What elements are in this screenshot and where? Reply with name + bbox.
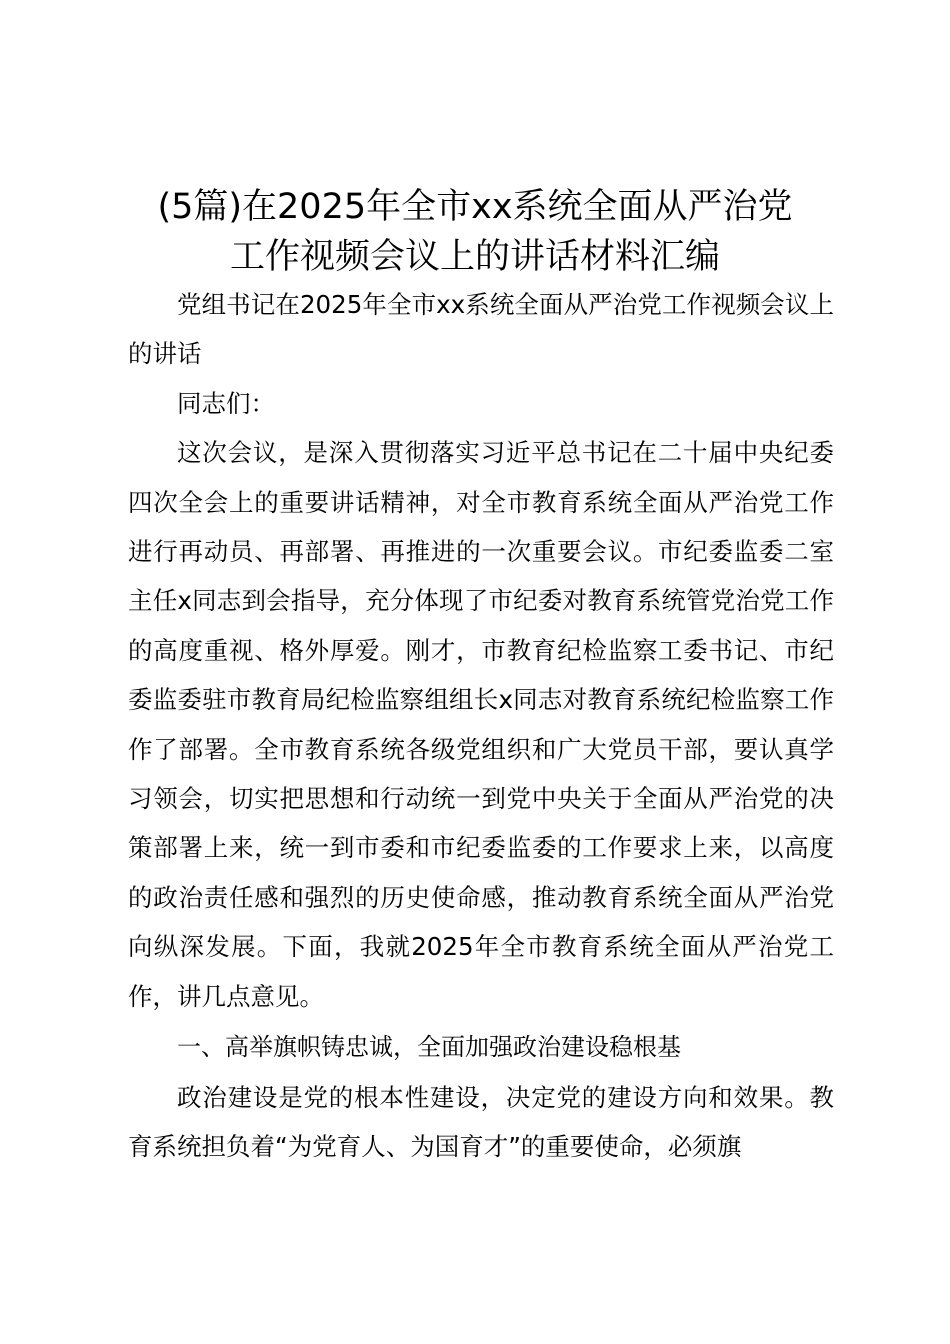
body-paragraph-1: 这次会议，是深入贯彻落实习近平总书记在二十届中央纪委四次全会上的重要讲话精神，对全市教育系统全面从严治党工作进行再动员、再部署、再推进的一次重要会议。市纪委监委二室主任x同志到会指导，充分体现了市纪委对教育系统管党治党工作的高度重视、格外厚爱。刚才，市教育纪检监察工委书记、市纪委监委驻市教育局纪检监察组组长x同志对教育系统纪检监察工作作了部署。全市教育系统各级党组织和广大党员干部，要认真学习领会，切实把思想和行动统一到党中央关于全面从严治党的决策部署上来，统一到市委和市纪委监委的工作要求上来，以高度的政治责任感和强烈的历史使命感，推动教育系统全面从严治党向纵深发展。下面，我就2025年全市教育系统全面从严治党工作，讲几点意见。: [128, 438, 834, 1011]
document-body: [128, 280, 834, 1171]
speech-subtitle: 党组书记在2025年全市xx系统全面从严治党工作视频会议上的讲话: [128, 290, 834, 369]
title-line-2: 工作视频会议上的讲话材料汇编: [229, 237, 720, 277]
title-line-1: (5篇)在2025年全市xx系统全面从严治党: [157, 187, 793, 227]
body-paragraph-2: 政治建设是党的根本性建设，决定党的建设方向和效果。教育系统担负着“为党育人、为国育才”的重要使命，必须旗: [128, 1082, 834, 1161]
salutation: 同志们：: [177, 388, 275, 418]
section-heading-1: 一、高举旗帜铸忠诚，全面加强政治建设稳根基: [177, 1033, 681, 1062]
document-title: [110, 182, 840, 282]
